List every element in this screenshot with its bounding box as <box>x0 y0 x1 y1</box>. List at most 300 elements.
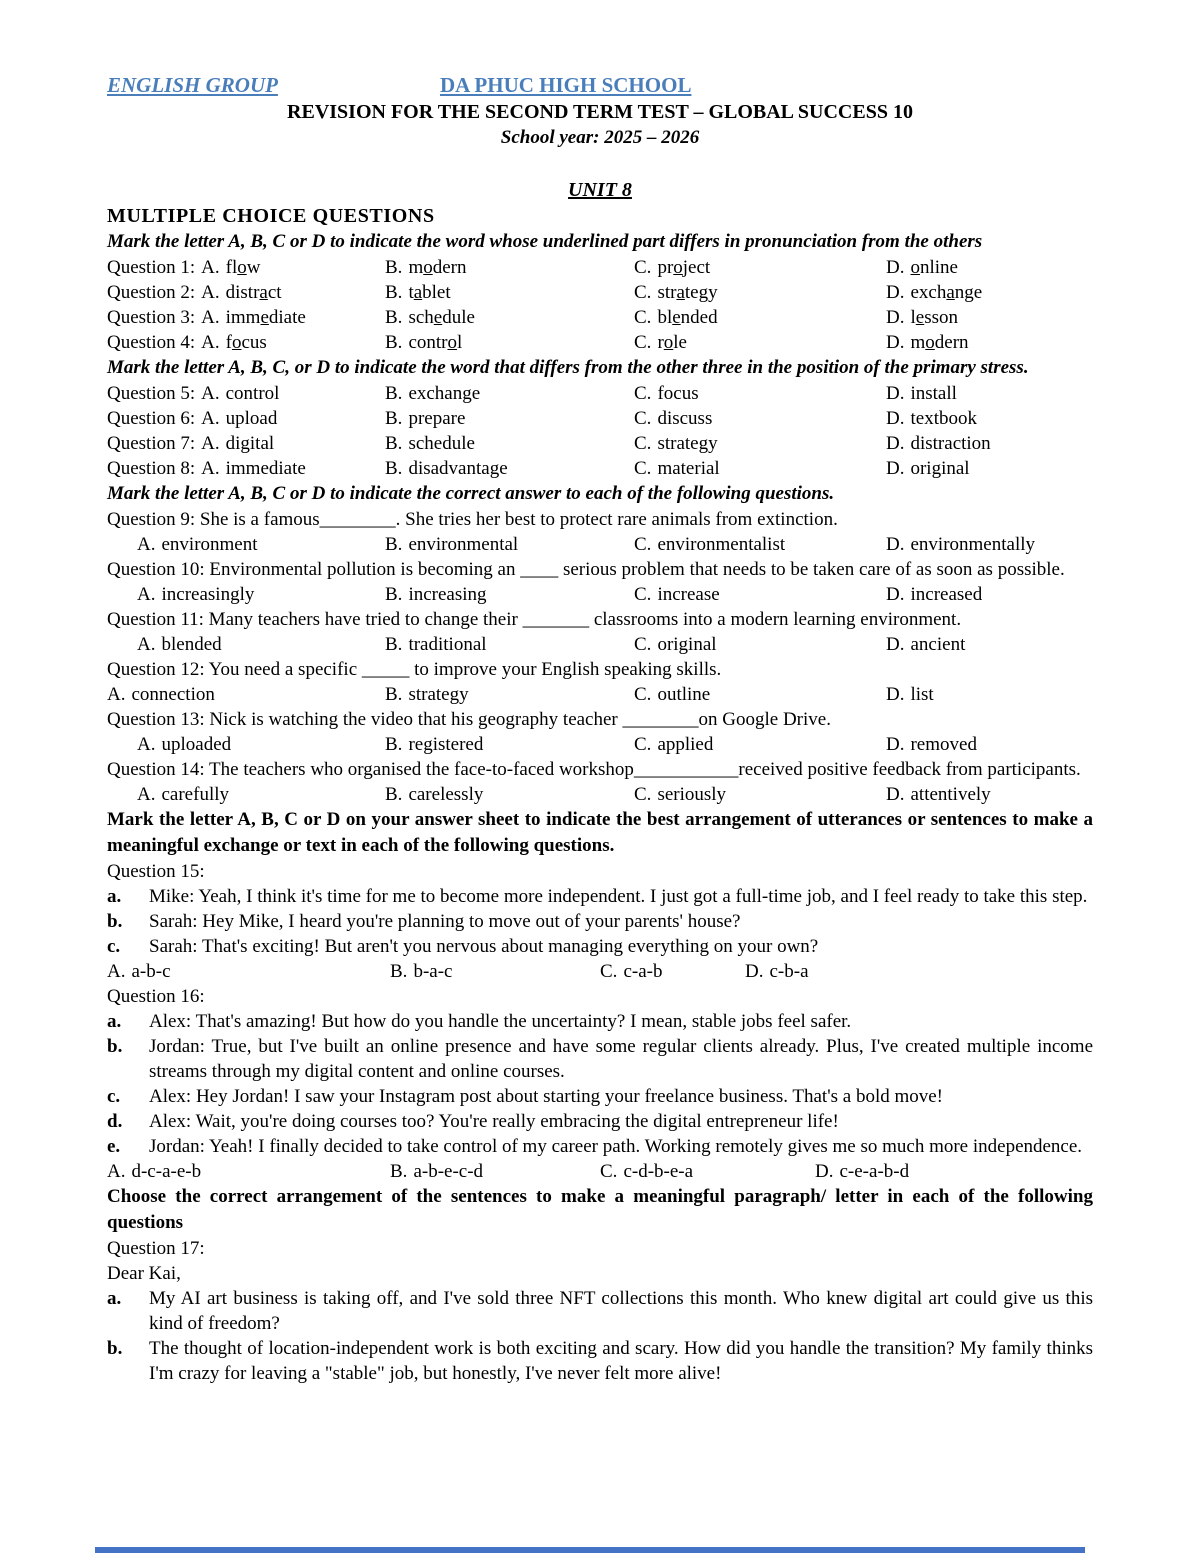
question-label: Question 3: <box>107 307 196 328</box>
item-letter: a. <box>107 1011 122 1032</box>
item-text: Mike: Yeah, I think it's time for me to become more independent. I just got a full-time job, and I feel ready to take this step. <box>149 886 1088 907</box>
option-letter: C. <box>634 408 652 429</box>
question-label: Question 5: <box>107 383 196 404</box>
option-word-pre: m <box>910 332 926 353</box>
option-letter: D. <box>886 433 905 454</box>
instruction-paragraph: Choose the correct arrangement of the sentences to make a meaningful paragraph/ letter in each of the following questions <box>107 1186 1093 1233</box>
option-word-post: dule <box>442 307 475 328</box>
option-word-underlined: a <box>413 282 423 303</box>
option-word-underlined: o <box>673 257 683 278</box>
option-cell <box>634 782 886 807</box>
option-word-post: tegy <box>684 282 718 303</box>
option-letter: D. <box>886 784 905 805</box>
option-cell <box>634 431 886 456</box>
option-letter: A. <box>201 332 220 353</box>
option-letter: C. <box>634 332 652 353</box>
option-word: prepare <box>408 408 466 429</box>
option-word: c-a-b <box>623 961 663 982</box>
option-word: a-b-e-c-d <box>413 1161 484 1182</box>
question-15-label: Question 15: <box>107 861 205 882</box>
option-letter: B. <box>385 634 403 655</box>
option-word: attentively <box>910 784 991 805</box>
option-word: disadvantage <box>408 458 508 479</box>
option-letter: A. <box>201 282 220 303</box>
option-letter: D. <box>886 584 905 605</box>
option-cell <box>385 280 634 305</box>
option-letter: D. <box>886 534 905 555</box>
option-letter: C. <box>634 534 652 555</box>
option-cell <box>886 632 1093 657</box>
option-letter: C. <box>634 684 652 705</box>
header-row <box>107 72 1093 99</box>
question-row-2 <box>107 280 1093 305</box>
option-word: connection <box>131 684 215 705</box>
option-cell <box>107 532 385 557</box>
option-cell <box>385 582 634 607</box>
option-word-pre: sch <box>408 307 434 328</box>
option-cell <box>634 732 886 757</box>
question-cell <box>107 381 385 406</box>
option-letter: B. <box>385 383 403 404</box>
option-letter: D. <box>886 257 905 278</box>
option-cell <box>886 330 1093 355</box>
unit-heading <box>107 177 1093 203</box>
question-11-stem: Question 11: Many teachers have tried to change their _______ classrooms into a modern learning environment. <box>107 609 962 630</box>
list-item <box>107 1134 1093 1159</box>
option-word: c-d-b-e-a <box>623 1161 694 1182</box>
question-row-3 <box>107 305 1093 330</box>
option-letter: B. <box>390 1161 408 1182</box>
option-letter: D. <box>745 961 764 982</box>
section-title: MULTIPLE CHOICE QUESTIONS <box>107 205 435 227</box>
option-letter: C. <box>634 383 652 404</box>
item-text: Alex: That's amazing! But how do you handle the uncertainty? I mean, stable jobs feel safer. <box>149 1011 852 1032</box>
question-row-6 <box>107 406 1093 431</box>
option-word-underlined: o <box>237 257 247 278</box>
option-word-pre: str <box>657 282 677 303</box>
option-letter: B. <box>385 332 403 353</box>
option-word: ancient <box>910 634 966 655</box>
option-word: digital <box>225 433 275 454</box>
option-word-pre: exch <box>910 282 947 303</box>
option-letter: C. <box>634 734 652 755</box>
option-cell <box>634 381 886 406</box>
option-cell <box>634 330 886 355</box>
item-letter: b. <box>107 911 123 932</box>
option-word-underlined: e <box>915 307 925 328</box>
question-17-salutation: Dear Kai, <box>107 1263 181 1284</box>
item-letter: b. <box>107 1036 123 1057</box>
option-letter: A. <box>201 458 220 479</box>
school-year: School year: 2025 – 2026 <box>500 127 700 148</box>
option-word: strategy <box>408 684 469 705</box>
question-label: Question 8: <box>107 458 196 479</box>
option-letter: A. <box>107 1161 126 1182</box>
option-cell <box>600 959 745 984</box>
item-letter: e. <box>107 1136 121 1157</box>
item-letter: c. <box>107 936 121 957</box>
option-word-post: w <box>246 257 261 278</box>
list-item <box>107 884 1093 909</box>
option-letter: D. <box>886 458 905 479</box>
option-word-underlined: o <box>423 257 433 278</box>
option-letter: A. <box>107 684 126 705</box>
option-cell <box>385 255 634 280</box>
option-cell <box>815 1159 1093 1184</box>
option-word: install <box>910 383 957 404</box>
option-word: exchange <box>408 383 481 404</box>
option-word-post: ject <box>682 257 711 278</box>
option-word-pre: contr <box>408 332 448 353</box>
item-text: The thought of location-independent work is both exciting and scary. How did you handle the transition? My family thinks I'm crazy for leaving a "stable" job, but honestly, I've never felt more alive! <box>149 1338 1093 1384</box>
option-cell <box>385 682 634 707</box>
option-cell <box>745 959 1093 984</box>
option-letter: B. <box>385 534 403 555</box>
list-item <box>107 1286 1093 1336</box>
instruction-vocab: Mark the letter A, B, C or D to indicate the correct answer to each of the following questions. <box>107 483 835 504</box>
option-word-post: sson <box>924 307 958 328</box>
option-word-underlined: o <box>925 332 935 353</box>
option-word-underlined: o <box>447 332 457 353</box>
document-title: REVISION FOR THE SECOND TERM TEST – GLOBAL SUCCESS 10 <box>287 101 913 123</box>
option-cell <box>385 732 634 757</box>
question-cell <box>107 456 385 481</box>
option-word-pre: r <box>657 332 664 353</box>
list-item <box>107 1336 1093 1386</box>
option-cell <box>385 782 634 807</box>
option-word-underlined: a <box>946 282 955 303</box>
option-word: increasingly <box>161 584 255 605</box>
option-word: material <box>657 458 720 479</box>
option-cell <box>385 456 634 481</box>
option-cell <box>390 1159 600 1184</box>
option-cell <box>634 682 886 707</box>
question-12-options <box>107 682 1093 707</box>
option-word-pre: m <box>408 257 424 278</box>
option-word: focus <box>657 383 699 404</box>
option-letter: B. <box>385 784 403 805</box>
option-word-underlined: o <box>663 332 674 353</box>
option-cell <box>390 959 600 984</box>
option-word: registered <box>408 734 484 755</box>
option-cell <box>634 582 886 607</box>
option-word-post: blet <box>422 282 451 303</box>
option-word: upload <box>225 408 278 429</box>
question-label: Question 6: <box>107 408 196 429</box>
question-9-options <box>107 532 1093 557</box>
question-cell <box>107 406 385 431</box>
option-word: environmentalist <box>657 534 786 555</box>
option-word-post: diate <box>268 307 306 328</box>
option-word: original <box>657 634 717 655</box>
option-word: uploaded <box>161 734 232 755</box>
option-letter: C. <box>600 961 618 982</box>
option-word: increased <box>910 584 983 605</box>
question-row-1 <box>107 255 1093 280</box>
option-cell <box>886 782 1093 807</box>
item-text: Sarah: Hey Mike, I heard you're planning to move out of your parents' house? <box>149 911 741 932</box>
option-cell <box>385 632 634 657</box>
question-17-label: Question 17: <box>107 1238 205 1259</box>
page-bottom-divider <box>95 1547 1085 1553</box>
option-word-underlined: o <box>231 332 242 353</box>
question-9-stem: Question 9: She is a famous________. She tries her best to protect rare animals from extinction. <box>107 509 838 530</box>
option-letter: B. <box>385 584 403 605</box>
option-word: environmentally <box>910 534 1036 555</box>
option-word-pre: fl <box>225 257 238 278</box>
option-word-pre: imm <box>225 307 261 328</box>
option-word: outline <box>657 684 711 705</box>
option-word-post: ct <box>267 282 282 303</box>
question-label: Question 4: <box>107 332 196 353</box>
option-word-post: dern <box>432 257 467 278</box>
option-cell <box>107 782 385 807</box>
option-letter: B. <box>385 408 403 429</box>
option-letter: B. <box>385 684 403 705</box>
option-word: distraction <box>910 433 991 454</box>
option-letter: D. <box>886 408 905 429</box>
option-cell <box>600 1159 815 1184</box>
option-letter: D. <box>815 1161 834 1182</box>
option-word: a-b-c <box>131 961 171 982</box>
option-letter: A. <box>137 534 156 555</box>
option-word-underlined: a <box>259 282 268 303</box>
question-cell <box>107 255 385 280</box>
item-letter: c. <box>107 1086 121 1107</box>
item-text: My AI art business is taking off, and I've sold three NFT collections this month. Who knew digital art could give us this kind of freedom? <box>149 1288 1093 1334</box>
option-word-post: nline <box>919 257 958 278</box>
option-letter: A. <box>201 257 220 278</box>
question-13-options <box>107 732 1093 757</box>
option-letter: C. <box>634 433 652 454</box>
option-cell <box>385 406 634 431</box>
option-letter: B. <box>385 433 403 454</box>
option-word: c-e-a-b-d <box>839 1161 910 1182</box>
option-cell <box>385 431 634 456</box>
option-letter: C. <box>634 282 652 303</box>
option-letter: A. <box>201 408 220 429</box>
option-word-pre: l <box>910 307 916 328</box>
option-word-post: dern <box>934 332 969 353</box>
option-word: applied <box>657 734 714 755</box>
option-cell <box>634 280 886 305</box>
option-letter: D. <box>886 383 905 404</box>
instruction-stress: Mark the letter A, B, C, or D to indicate the word that differs from the other three in the position of the primary stress. <box>107 357 1029 378</box>
option-word: c-b-a <box>769 961 809 982</box>
option-word-pre: t <box>408 282 414 303</box>
option-word-post: cus <box>241 332 267 353</box>
question-row-4 <box>107 330 1093 355</box>
option-letter: C. <box>634 458 652 479</box>
option-cell <box>886 305 1093 330</box>
school-name-link[interactable]: DA PHUC HIGH SCHOOL <box>440 73 692 97</box>
option-word-pre: pr <box>657 257 674 278</box>
option-word: blended <box>161 634 222 655</box>
question-cell <box>107 330 385 355</box>
question-cell <box>107 305 385 330</box>
option-word: increasing <box>408 584 487 605</box>
option-letter: C. <box>634 784 652 805</box>
question-13-stem: Question 13: Nick is watching the video that his geography teacher ________on Google Drive. <box>107 709 831 730</box>
option-letter: A. <box>201 383 220 404</box>
option-word: textbook <box>910 408 977 429</box>
option-letter: C. <box>634 307 652 328</box>
option-cell <box>107 1159 390 1184</box>
option-cell <box>886 732 1093 757</box>
item-letter: a. <box>107 1288 122 1309</box>
list-item <box>107 909 1093 934</box>
list-item <box>107 1009 1093 1034</box>
option-cell <box>634 305 886 330</box>
option-letter: C. <box>600 1161 618 1182</box>
item-text: Jordan: True, but I've built an online presence and have some regular clients already. Plus, I've created multiple income streams through my digital content and online courses. <box>149 1036 1093 1082</box>
option-cell <box>886 255 1093 280</box>
option-letter: D. <box>886 734 905 755</box>
option-cell <box>385 305 634 330</box>
option-cell <box>385 330 634 355</box>
item-letter: b. <box>107 1338 123 1359</box>
option-cell <box>634 532 886 557</box>
item-text: Jordan: Yeah! I finally decided to take control of my career path. Working remotely gives me so much more independence. <box>149 1136 1083 1157</box>
list-item <box>107 934 1093 959</box>
option-letter: A. <box>201 433 220 454</box>
option-word: strategy <box>657 433 718 454</box>
list-item <box>107 1084 1093 1109</box>
option-cell <box>886 532 1093 557</box>
option-letter: D. <box>886 307 905 328</box>
item-text: Sarah: That's exciting! But aren't you nervous about managing everything on your own? <box>149 936 819 957</box>
option-word: list <box>910 684 934 705</box>
option-word-underlined: e <box>260 307 269 328</box>
question-row-8 <box>107 456 1093 481</box>
option-cell <box>634 632 886 657</box>
option-letter: B. <box>385 307 403 328</box>
option-word-post: le <box>673 332 687 353</box>
question-label: Question 2: <box>107 282 196 303</box>
option-word-pre: bl <box>657 307 673 328</box>
option-cell <box>634 456 886 481</box>
option-word: traditional <box>408 634 487 655</box>
option-cell <box>107 682 385 707</box>
option-cell <box>634 406 886 431</box>
option-word-pre: f <box>225 332 232 353</box>
option-word-post: l <box>456 332 463 353</box>
question-row-5 <box>107 381 1093 406</box>
option-letter: B. <box>385 282 403 303</box>
option-cell <box>107 632 385 657</box>
option-letter: A. <box>137 634 156 655</box>
question-14-stem: Question 14: The teachers who organised the face-to-faced workshop___________received positive feedback from participants. <box>107 759 1081 780</box>
question-10-stem: Question 10: Environmental pollution is becoming an ____ serious problem that needs to be taken care of as soon as possible. <box>107 559 1065 580</box>
question-10-options <box>107 582 1093 607</box>
option-letter: B. <box>390 961 408 982</box>
option-letter: A. <box>137 584 156 605</box>
list-item <box>107 1109 1093 1134</box>
option-word: increase <box>657 584 720 605</box>
option-word: environment <box>161 534 258 555</box>
option-word-underlined: e <box>672 307 681 328</box>
option-word-post: nded <box>680 307 718 328</box>
instruction-arrangement: Mark the letter A, B, C or D on your answer sheet to indicate the best arrangement of utterances or sentences to make a meaningful exchange or text in each of the following questions. <box>107 809 1093 856</box>
option-word: removed <box>910 734 977 755</box>
option-letter: D. <box>886 634 905 655</box>
option-letter: B. <box>385 257 403 278</box>
option-word: carefully <box>161 784 229 805</box>
option-letter: C. <box>634 584 652 605</box>
option-word: original <box>910 458 970 479</box>
question-12-stem: Question 12: You need a specific _____ to improve your English speaking skills. <box>107 659 722 680</box>
option-cell <box>385 381 634 406</box>
option-cell <box>886 381 1093 406</box>
item-text: Alex: Hey Jordan! I saw your Instagram post about starting your freelance business. That's a bold move! <box>149 1086 944 1107</box>
question-label: Question 7: <box>107 433 196 454</box>
option-cell <box>886 431 1093 456</box>
option-word-underlined: e <box>433 307 443 328</box>
option-word: control <box>225 383 280 404</box>
option-cell <box>634 255 886 280</box>
option-word-post: nge <box>954 282 983 303</box>
option-letter: B. <box>385 458 403 479</box>
option-letter: B. <box>385 734 403 755</box>
option-letter: D. <box>886 684 905 705</box>
option-word: schedule <box>408 433 475 454</box>
option-letter: C. <box>634 634 652 655</box>
option-word-pre: distr <box>225 282 260 303</box>
question-15-answers <box>107 959 1093 984</box>
option-word: seriously <box>657 784 727 805</box>
list-item <box>107 1034 1093 1084</box>
item-text: Alex: Wait, you're doing courses too? You're really embracing the digital entrepreneur life! <box>149 1111 839 1132</box>
option-word-underlined: o <box>910 257 920 278</box>
option-word: d-c-a-e-b <box>131 1161 202 1182</box>
option-cell <box>107 582 385 607</box>
option-word: environmental <box>408 534 519 555</box>
instruction-pronunciation: Mark the letter A, B, C or D to indicate the word whose underlined part differs in pronunciation from the others <box>107 231 983 252</box>
question-row-7 <box>107 431 1093 456</box>
option-cell <box>107 732 385 757</box>
option-letter: A. <box>137 734 156 755</box>
option-cell <box>886 682 1093 707</box>
option-letter: C. <box>634 257 652 278</box>
option-word: immediate <box>225 458 306 479</box>
question-label: Question 1: <box>107 257 196 278</box>
question-14-options <box>107 782 1093 807</box>
option-word: discuss <box>657 408 713 429</box>
option-cell <box>107 959 390 984</box>
question-11-options <box>107 632 1093 657</box>
question-cell <box>107 280 385 305</box>
option-letter: D. <box>886 282 905 303</box>
option-word: carelessly <box>408 784 484 805</box>
option-word: b-a-c <box>413 961 453 982</box>
option-cell <box>886 280 1093 305</box>
option-letter: A. <box>137 784 156 805</box>
question-16-label: Question 16: <box>107 986 205 1007</box>
item-letter: d. <box>107 1111 123 1132</box>
english-group-link[interactable]: ENGLISH GROUP <box>107 73 278 97</box>
option-cell <box>886 456 1093 481</box>
item-letter: a. <box>107 886 122 907</box>
option-cell <box>385 532 634 557</box>
option-letter: A. <box>107 961 126 982</box>
unit-heading-text: UNIT 8 <box>568 179 632 201</box>
question-cell <box>107 431 385 456</box>
option-cell <box>886 582 1093 607</box>
option-word-underlined: a <box>676 282 685 303</box>
option-cell <box>886 406 1093 431</box>
question-16-answers <box>107 1159 1093 1184</box>
option-letter: A. <box>201 307 220 328</box>
